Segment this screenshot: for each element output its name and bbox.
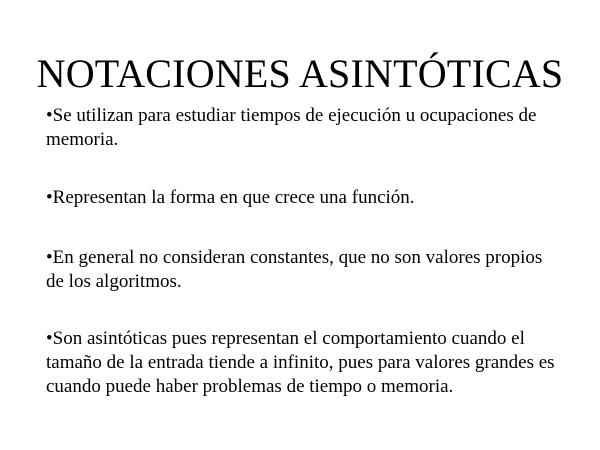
bullet-item: •Representan la forma en que crece una función.: [46, 187, 415, 208]
bullet-item: •Se utilizan para estudiar tiempos de ejecución u ocupaciones de memoria.: [46, 105, 537, 150]
slide-title: NOTACIONES ASINTÓTICAS: [36, 51, 564, 96]
bullet-item: •Son asintóticas pues representan el comportamiento cuando el tamaño de la entrada tiende a infinito, pues para valores grandes es cuando puede haber problemas de tiempo o memoria.: [46, 328, 555, 397]
bullet-item: •En general no consideran constantes, que no son valores propios de los algoritmos.: [46, 247, 543, 292]
bullet-list: [46, 104, 556, 433]
